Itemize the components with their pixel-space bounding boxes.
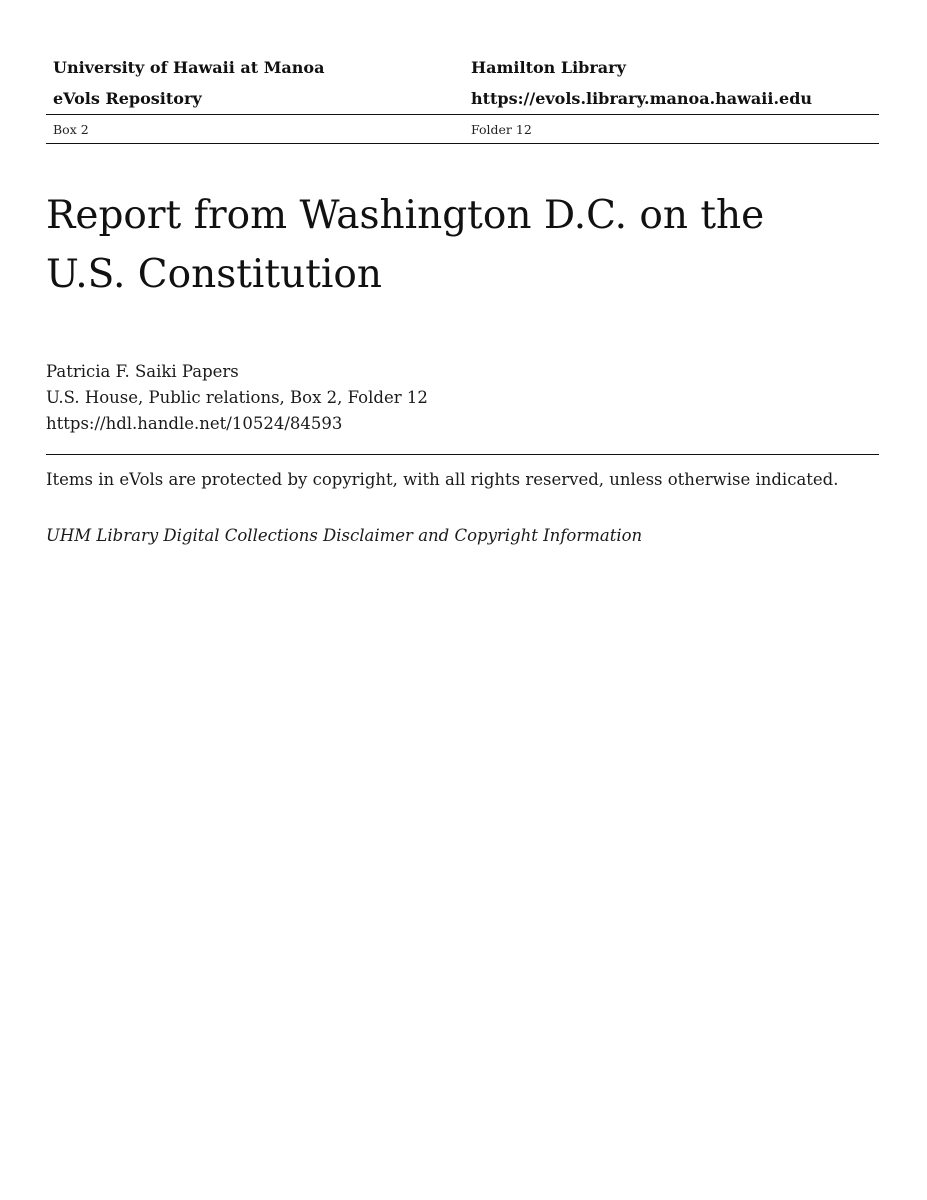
library-name: Hamilton Library: [471, 58, 626, 77]
handle-url[interactable]: https://hdl.handle.net/10524/84593: [46, 414, 343, 433]
box-label: Box 2: [53, 121, 89, 137]
box-folder-row: [46, 115, 879, 143]
repository-name: eVols Repository: [53, 89, 202, 108]
repository-header: [46, 52, 879, 144]
title-line-2: U.S. Constitution: [46, 252, 382, 297]
item-location: U.S. House, Public relations, Box 2, Folder 12: [46, 388, 428, 407]
institution-name: University of Hawaii at Manoa: [53, 58, 325, 77]
folder-label: Folder 12: [471, 121, 532, 137]
collection-name: Patricia F. Saiki Papers: [46, 362, 239, 381]
document-title: [46, 186, 879, 304]
repository-url[interactable]: https://evols.library.manoa.hawaii.edu: [471, 89, 813, 108]
header-row-bottom: [46, 83, 879, 114]
copyright-notice: Items in eVols are protected by copyright, with all rights reserved, unless otherwise indicated.: [46, 470, 839, 489]
document-page: [46, 0, 879, 1200]
footer-divider: [46, 454, 879, 455]
disclaimer-link[interactable]: UHM Library Digital Collections Disclaimer and Copyright Information: [46, 526, 643, 545]
subheader-divider: [46, 143, 879, 144]
header-row-top: [46, 52, 879, 83]
title-line-1: Report from Washington D.C. on the: [46, 193, 765, 238]
document-metadata: [46, 359, 879, 437]
